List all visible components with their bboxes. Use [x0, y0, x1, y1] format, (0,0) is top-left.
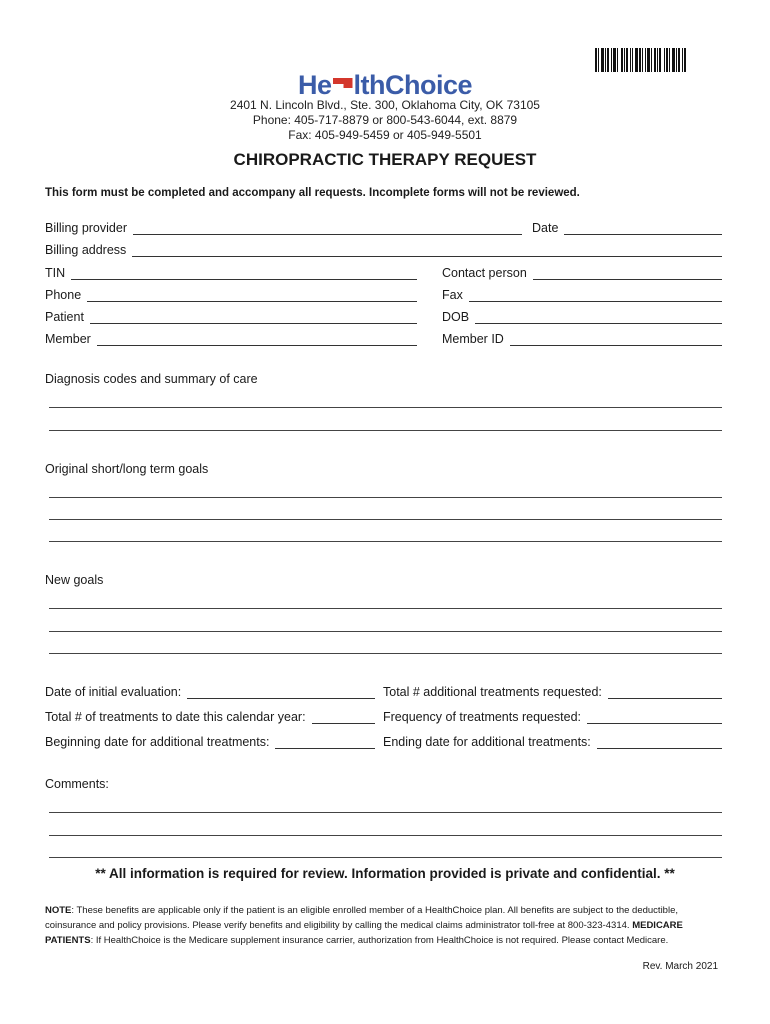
- form-intro: This form must be completed and accompany all requests. Incomplete forms will not be reviewed.: [45, 187, 580, 199]
- billing-address-label: Billing address: [45, 243, 127, 257]
- revision-date: Rev. March 2021: [642, 961, 718, 972]
- new-goals-label: New goals: [45, 573, 104, 587]
- original-goals-line[interactable]: [49, 541, 722, 542]
- patient-field[interactable]: [45, 310, 417, 324]
- diagnosis-line[interactable]: [49, 407, 722, 408]
- note-text: : These benefits are applicable only if the patient is an eligible enrolled member of a HealthChoice plan. All benefits are subject to the deductible, coinsurance and policy provisions. Please verify benefits and eligibility by calling the medical claims administrator toll-free at 800-323-4314.: [45, 905, 679, 931]
- logo-text-start: He: [297, 70, 332, 100]
- comments-label: Comments:: [45, 777, 109, 791]
- total-additional-treatments-label: Total # additional treatments requested:: [383, 685, 602, 699]
- diagnosis-line[interactable]: [49, 430, 722, 431]
- billing-provider-field[interactable]: [45, 221, 522, 235]
- dob-field[interactable]: [442, 310, 722, 324]
- original-goals-line[interactable]: [49, 519, 722, 520]
- contact-person-label: Contact person: [442, 266, 527, 280]
- address-line-3: Fax: 405-949-5459 or 405-949-5501: [288, 128, 482, 142]
- initial-evaluation-field[interactable]: [45, 685, 375, 699]
- oklahoma-map-icon: [333, 78, 353, 88]
- note-label: NOTE: [45, 905, 72, 916]
- tin-field[interactable]: [45, 266, 417, 280]
- beginning-date-field[interactable]: [45, 735, 375, 749]
- new-goals-line[interactable]: [49, 631, 722, 632]
- date-field[interactable]: [532, 221, 722, 235]
- total-treatments-to-date-field[interactable]: [45, 710, 375, 724]
- member-id-field[interactable]: [442, 332, 722, 346]
- comments-line[interactable]: [49, 857, 722, 858]
- healthchoice-logo: [0, 70, 770, 101]
- new-goals-line[interactable]: [49, 653, 722, 654]
- form-title: CHIROPRACTIC THERAPY REQUEST: [233, 150, 537, 169]
- billing-address-field[interactable]: [45, 243, 722, 257]
- medicare-label: MEDICARE PATIENTS: [45, 920, 683, 946]
- diagnosis-label: Diagnosis codes and summary of care: [45, 372, 258, 386]
- member-id-label: Member ID: [442, 332, 504, 346]
- frequency-label: Frequency of treatments requested:: [383, 710, 582, 724]
- comments-line[interactable]: [49, 835, 722, 836]
- address-line-2: Phone: 405-717-8879 or 800-543-6044, ext. 8879: [252, 113, 518, 127]
- date-label: Date: [532, 221, 559, 235]
- contact-person-field[interactable]: [442, 266, 722, 280]
- member-field[interactable]: [45, 332, 417, 346]
- barcode: [595, 48, 719, 72]
- note-paragraph: [45, 903, 725, 948]
- new-goals-line[interactable]: [49, 608, 722, 609]
- phone-field[interactable]: [45, 288, 417, 302]
- patient-label: Patient: [45, 310, 84, 324]
- beginning-date-label: Beginning date for additional treatments:: [45, 735, 270, 749]
- medicare-text: : If HealthChoice is the Medicare supplement insurance carrier, authorization from HealthChoice is not required. Please contact Medicare.: [90, 935, 669, 946]
- billing-provider-label: Billing provider: [45, 221, 127, 235]
- required-notice: ** All information is required for review. Information provided is private and confidential. **: [95, 866, 675, 881]
- ending-date-label: Ending date for additional treatments:: [383, 735, 591, 749]
- fax-label: Fax: [442, 288, 463, 302]
- comments-line[interactable]: [49, 812, 722, 813]
- phone-label: Phone: [45, 288, 82, 302]
- address-line-1: 2401 N. Lincoln Blvd., Ste. 300, Oklahoma City, OK 73105: [230, 98, 540, 112]
- dob-label: DOB: [442, 310, 470, 324]
- original-goals-line[interactable]: [49, 497, 722, 498]
- original-goals-label: Original short/long term goals: [45, 462, 209, 476]
- logo-text-end: lthChoice: [353, 70, 473, 100]
- frequency-field[interactable]: [383, 710, 722, 724]
- member-label: Member: [45, 332, 91, 346]
- tin-label: TIN: [45, 266, 66, 280]
- initial-evaluation-label: Date of initial evaluation:: [45, 685, 182, 699]
- total-additional-treatments-field[interactable]: [383, 685, 722, 699]
- fax-field[interactable]: [442, 288, 722, 302]
- total-treatments-to-date-label: Total # of treatments to date this calendar year:: [45, 710, 306, 724]
- ending-date-field[interactable]: [383, 735, 722, 749]
